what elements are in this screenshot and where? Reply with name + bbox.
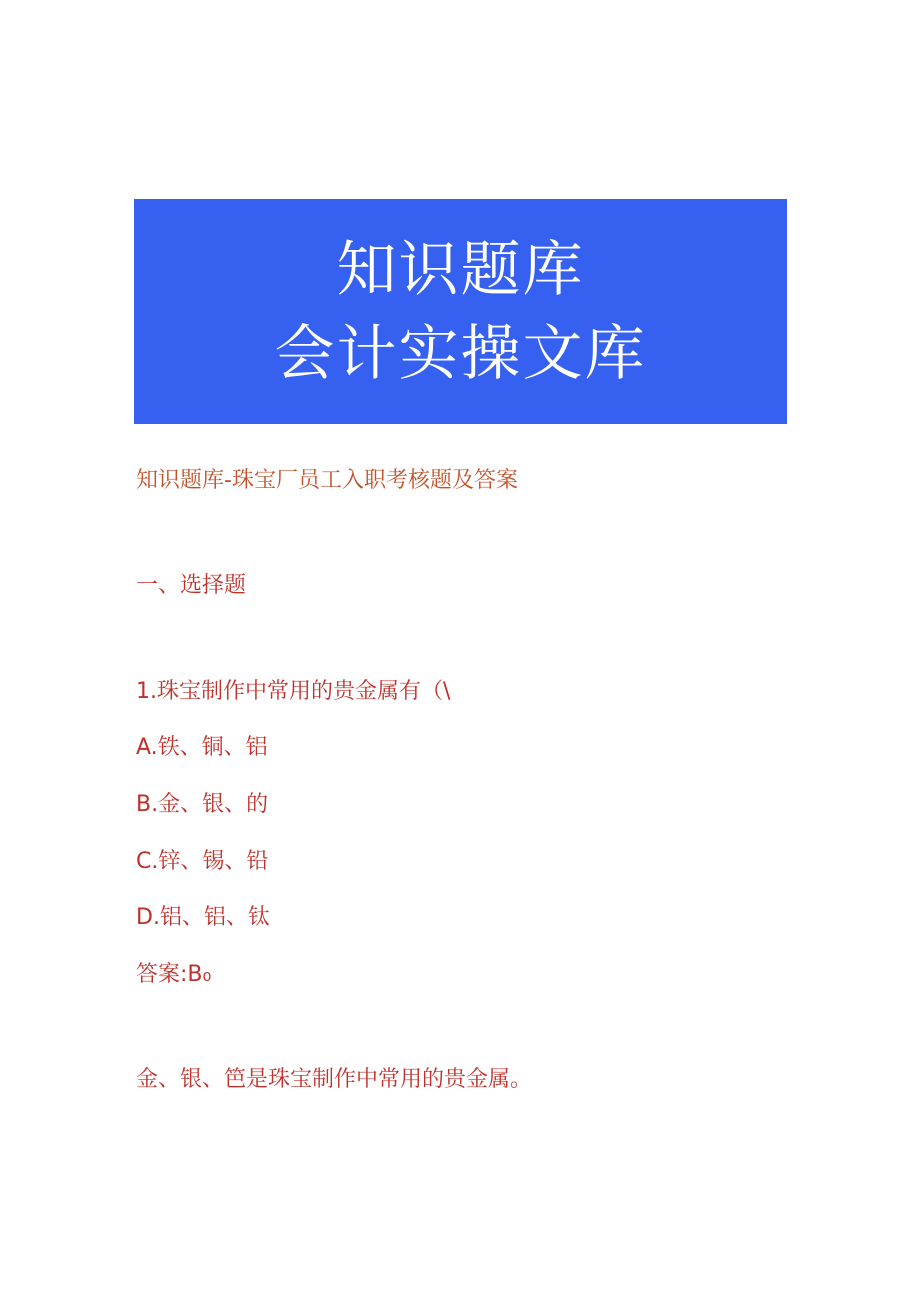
banner-title-line-1: 知识题库 (336, 234, 585, 305)
option-a: A.铁、铜、铝 (136, 735, 268, 760)
answer-explanation: 金、银、笆是珠宝制作中常用的贵金属。 (136, 1067, 533, 1092)
banner-title-line-2: 会计实操文库 (274, 318, 647, 389)
answer-line: 答案:B₀ (136, 962, 212, 987)
cover-banner (134, 199, 787, 424)
option-b: B.金、银、的 (136, 792, 269, 817)
option-d: D.铝、铝、钛 (136, 905, 270, 930)
document-title: 知识题库-珠宝厂员工入职考核题及答案 (136, 468, 518, 493)
section-heading: 一、选择题 (136, 573, 247, 598)
question-text: 1.珠宝制作中常用的贵金属有（\ (136, 679, 451, 704)
option-c: C.锌、锡、铅 (136, 849, 269, 874)
